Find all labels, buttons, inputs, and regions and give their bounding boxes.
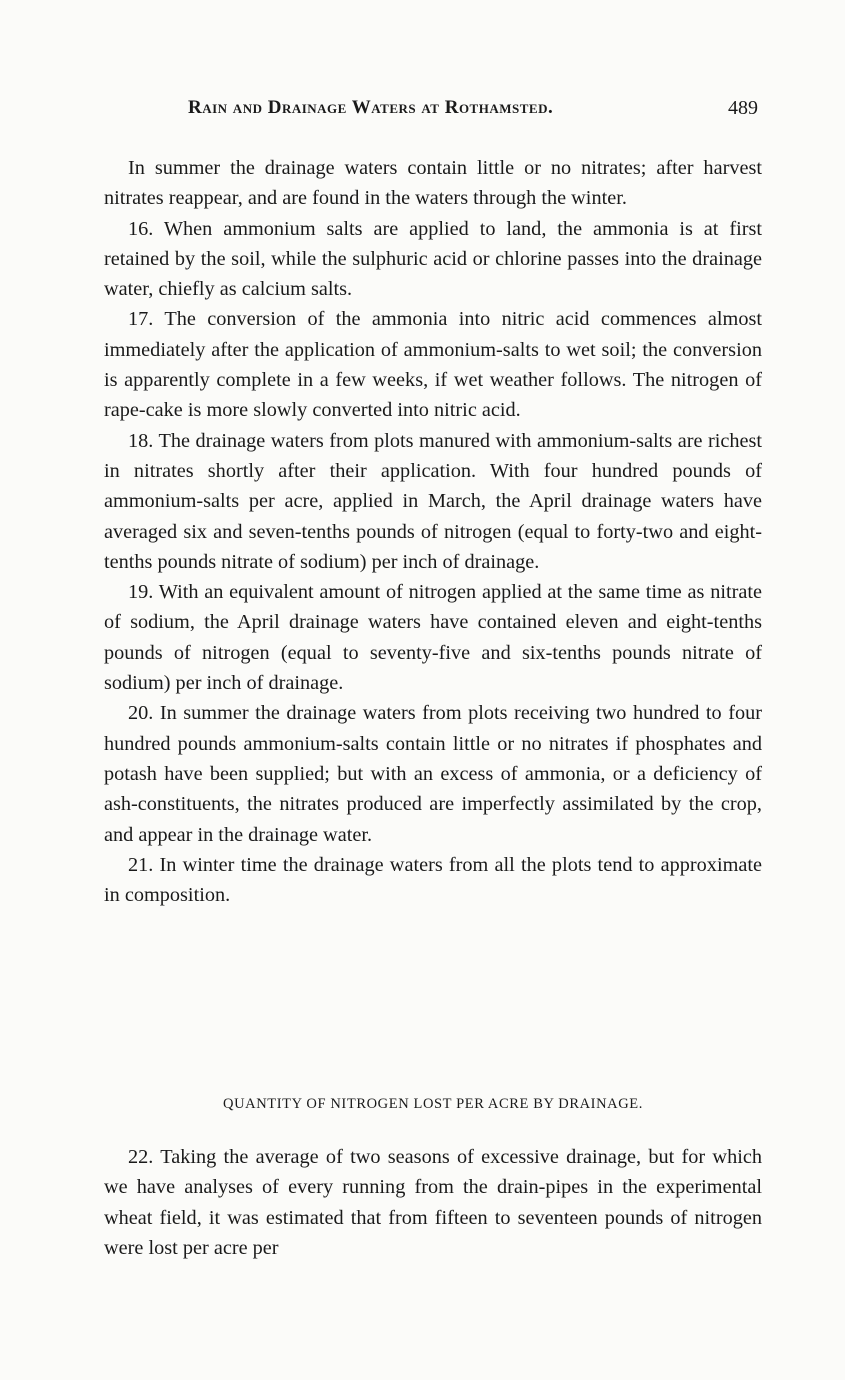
body-text-continued: [104, 1142, 762, 1263]
paragraph-20: 20. In summer the drainage waters from plots receiving two hundred to four hundred pounds ammonium-salts contain little or no nitrates if phosphates and potash have been supplied; but with an excess of ammonia, or a deficiency of ash-constituents, the nitrates produced are imperfectly assimilated by the crop, and appear in the drainage water.: [104, 702, 762, 846]
paragraph-18: 18. The drainage waters from plots manured with ammonium-salts are richest in nitrates shortly after their application. With four hundred pounds of ammonium-salts per acre, applied in March, the April drainage waters have averaged six and seven-tenths pounds of nitrogen (equal to forty-two and eight-tenths pounds nitrate of sodium) per inch of drainage.: [104, 429, 762, 573]
paragraph-21: 21. In winter time the drainage waters from all the plots tend to approximate in composition.: [104, 853, 762, 907]
paragraph-19: 19. With an equivalent amount of nitrogen applied at the same time as nitrate of sodium, the April drainage waters have contained eleven and eight-tenths pounds of nitrogen (equal to seventy-five and six-tenths pounds nitrate of sodium) per inch of drainage.: [104, 581, 762, 695]
paragraph-17: 17. The conversion of the ammonia into nitric acid commences almost immediately after the application of ammonium-salts to wet soil; the conversion is apparently complete in a few weeks, if wet weather follows. The nitrogen of rape-cake is more slowly converted into nitric acid.: [104, 308, 762, 422]
page-number: 489: [728, 97, 758, 119]
running-title: Rain and Drainage Waters at Rothamsted.: [188, 97, 554, 118]
page-header: [188, 97, 758, 123]
paragraph-16: 16. When ammonium salts are applied to land, the ammonia is at first retained by the soil, while the sulphuric acid or chlorine passes into the drainage water, chiefly as calcium salts.: [104, 217, 762, 301]
paragraph-22: 22. Taking the average of two seasons of excessive drainage, but for which we have analyses of every running from the drain-pipes in the experimental wheat field, it was estimated that from fifteen to seventeen pounds of nitrogen were lost per acre per: [104, 1146, 762, 1259]
paragraph: In summer the drainage waters contain little or no nitrates; after harvest nitrates reappear, and are found in the waters through the winter.: [104, 157, 762, 210]
body-text: [104, 153, 762, 910]
section-heading: QUANTITY OF NITROGEN LOST PER ACRE BY DRAINAGE.: [223, 1096, 643, 1112]
